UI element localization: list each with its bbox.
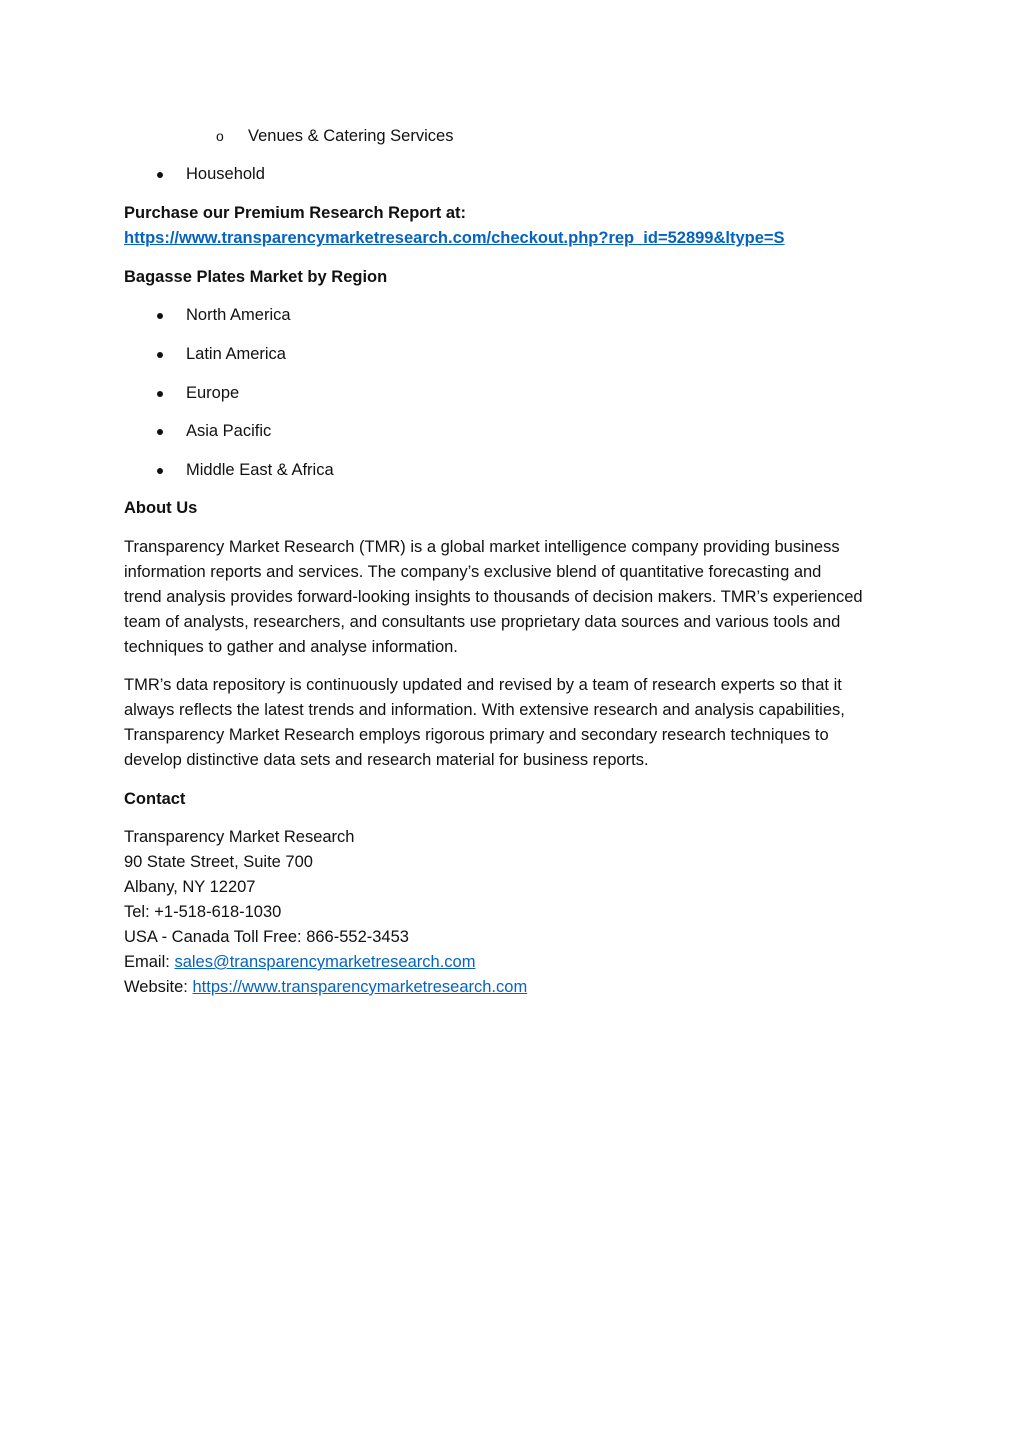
region-heading: Bagasse Plates Market by Region [124, 268, 388, 286]
bullet-icon [157, 429, 163, 435]
region-item: Middle East & Africa [186, 461, 334, 479]
bullet-icon [157, 172, 163, 178]
list-item: Household [186, 165, 265, 183]
contact-tollfree: USA - Canada Toll Free: 866-552-3453 [124, 928, 409, 946]
sub-list-item: Venues & Catering Services [248, 127, 454, 145]
paragraph-line: information reports and services. The company’s exclusive blend of quantitative forecasting and [124, 563, 822, 581]
paragraph-line: develop distinctive data sets and research material for business reports. [124, 751, 649, 769]
contact-email-link[interactable]: sales@transparencymarketresearch.com [174, 953, 476, 971]
paragraph-line: trend analysis provides forward-looking insights to thousands of decision makers. TMR’s experienced [124, 588, 863, 606]
contact-website-row [124, 975, 914, 1000]
paragraph-line: TMR’s data repository is continuously updated and revised by a team of research experts so that it [124, 676, 842, 694]
region-item: Latin America [186, 345, 286, 363]
contact-address-line-1: 90 State Street, Suite 700 [124, 853, 313, 871]
region-item: North America [186, 306, 291, 324]
bullet-icon [157, 468, 163, 474]
about-paragraph-1 [124, 535, 914, 660]
contact-email-row [124, 950, 914, 975]
contact-heading: Contact [124, 790, 186, 808]
bullet-icon [157, 391, 163, 397]
paragraph-line: Transparency Market Research (TMR) is a global market intelligence company providing business [124, 538, 840, 556]
contact-block [124, 825, 914, 1000]
contact-company: Transparency Market Research [124, 828, 355, 846]
paragraph-line: techniques to gather and analyse information. [124, 638, 458, 656]
about-heading: About Us [124, 499, 198, 517]
purchase-link[interactable]: https://www.transparencymarketresearch.com/checkout.php?rep_id=52899&ltype=S [124, 229, 785, 247]
contact-address-line-2: Albany, NY 12207 [124, 878, 256, 896]
bullet-icon [157, 352, 163, 358]
contact-email-label: Email: [124, 953, 175, 971]
region-item: Asia Pacific [186, 422, 272, 440]
about-paragraph-2 [124, 673, 914, 773]
paragraph-line: Transparency Market Research employs rigorous primary and secondary research techniques to [124, 726, 829, 744]
bullet-icon [157, 313, 163, 319]
paragraph-line: always reflects the latest trends and information. With extensive research and analysis capabilities, [124, 701, 845, 719]
purchase-heading: Purchase our Premium Research Report at: [124, 204, 467, 222]
sub-bullet-marker: o [216, 128, 224, 144]
region-item: Europe [186, 384, 240, 402]
contact-website-link[interactable]: https://www.transparencymarketresearch.com [192, 978, 528, 996]
paragraph-line: team of analysts, researchers, and consultants use proprietary data sources and various tools and [124, 613, 841, 631]
contact-website-label: Website: [124, 978, 193, 996]
contact-tel: Tel: +1-518-618-1030 [124, 903, 282, 921]
